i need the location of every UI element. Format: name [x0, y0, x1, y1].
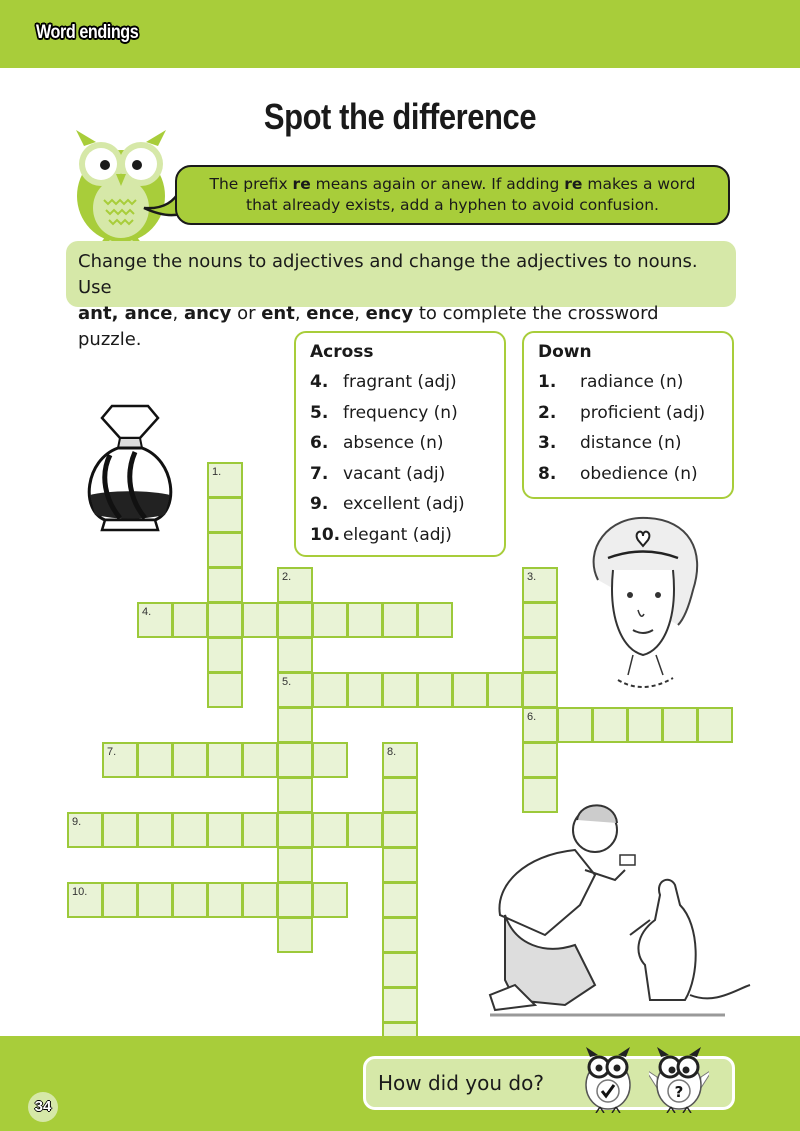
crossword-cell-6[interactable]: 6.: [522, 707, 558, 743]
svg-text:?: ?: [674, 1083, 684, 1101]
crossword-cell[interactable]: [347, 812, 383, 848]
crossword-cell[interactable]: [137, 882, 173, 918]
section-label: Word endings: [36, 22, 139, 43]
owl-check-icon[interactable]: [578, 1047, 638, 1113]
crossword-cell[interactable]: [172, 602, 208, 638]
down-clues-box: [522, 331, 734, 499]
clue-item: 2. proficient (adj): [538, 402, 706, 423]
crossword-cell[interactable]: [242, 602, 278, 638]
crossword-cell-8[interactable]: 8.: [382, 742, 418, 778]
crossword-cell[interactable]: [172, 882, 208, 918]
crossword-cell-3[interactable]: 3.: [522, 567, 558, 603]
crossword-cell[interactable]: [522, 637, 558, 673]
crossword-cell[interactable]: [207, 812, 243, 848]
crossword-cell[interactable]: [312, 602, 348, 638]
crossword-cell[interactable]: [137, 812, 173, 848]
crossword-cell-9[interactable]: 9.: [67, 812, 103, 848]
clue-item: 10. elegant (adj): [310, 524, 452, 545]
crossword-cell[interactable]: [417, 672, 453, 708]
crossword-cell[interactable]: [207, 602, 243, 638]
crossword-cell[interactable]: [277, 637, 313, 673]
perfume-bottle-illustration: [80, 400, 180, 535]
self-check-label: How did you do?: [378, 1071, 544, 1095]
clue-item: 9. excellent (adj): [310, 494, 465, 515]
crossword-cell[interactable]: [137, 742, 173, 778]
crossword-cell[interactable]: [592, 707, 628, 743]
crossword-cell[interactable]: [557, 707, 593, 743]
crossword-cell[interactable]: [347, 602, 383, 638]
instructions-line-2: ant, ance, ancy or ent, ence, ency to complete the crossword puzzle.: [78, 303, 659, 350]
page-number: 34: [28, 1092, 58, 1122]
crossword-cell[interactable]: [522, 602, 558, 638]
crossword-cell[interactable]: [102, 812, 138, 848]
crossword-cell-4[interactable]: 4.: [137, 602, 173, 638]
crossword-cell[interactable]: [382, 847, 418, 883]
crossword-cell[interactable]: [487, 672, 523, 708]
crossword-cell[interactable]: [522, 742, 558, 778]
clue-item: 5. frequency (n): [310, 402, 458, 423]
crossword-cell[interactable]: [207, 637, 243, 673]
crossword-cell-7[interactable]: 7.: [102, 742, 138, 778]
crossword-cell[interactable]: [697, 707, 733, 743]
crossword-cell[interactable]: [662, 707, 698, 743]
crossword-cell[interactable]: [382, 812, 418, 848]
crossword-cell[interactable]: [172, 742, 208, 778]
crossword-cell[interactable]: [207, 532, 243, 568]
crossword-cell-5[interactable]: 5.: [277, 672, 313, 708]
crossword-cell[interactable]: [242, 742, 278, 778]
crossword-cell[interactable]: [207, 497, 243, 533]
down-heading: Down: [538, 342, 592, 362]
crossword-cell[interactable]: [172, 812, 208, 848]
crossword-cell[interactable]: [382, 917, 418, 953]
crossword-cell[interactable]: [207, 672, 243, 708]
crossword-cell[interactable]: [277, 812, 313, 848]
clue-item: 3. distance (n): [538, 433, 682, 454]
boy-and-dog-illustration: [485, 795, 765, 1025]
crossword-cell[interactable]: [277, 602, 313, 638]
tip-line-1: The prefix re means again or anew. If adding re makes a word: [209, 175, 696, 193]
crossword-cell[interactable]: [382, 777, 418, 813]
across-clues-box: [294, 331, 506, 557]
crossword-cell[interactable]: [207, 742, 243, 778]
crossword-cell-2[interactable]: 2.: [277, 567, 313, 603]
page-title: Spot the difference: [263, 96, 537, 137]
self-check-box: [363, 1056, 735, 1110]
crossword-cell[interactable]: [382, 987, 418, 1023]
crossword-cell-10[interactable]: 10.: [67, 882, 103, 918]
crossword-cell[interactable]: [277, 742, 313, 778]
crossword-cell[interactable]: [242, 812, 278, 848]
crossword-cell[interactable]: [417, 602, 453, 638]
crossword-cell[interactable]: [312, 672, 348, 708]
across-heading: Across: [310, 342, 374, 362]
crossword-cell[interactable]: [452, 672, 488, 708]
crossword-cell[interactable]: [277, 917, 313, 953]
crossword-cell[interactable]: [382, 882, 418, 918]
crossword-cell[interactable]: [277, 882, 313, 918]
crossword-cell[interactable]: [207, 567, 243, 603]
owl-question-icon[interactable]: [649, 1047, 709, 1113]
crossword-cell[interactable]: [312, 812, 348, 848]
crossword-cell[interactable]: [347, 672, 383, 708]
tip-line-2: that already exists, add a hyphen to avoid confusion.: [246, 196, 659, 214]
crossword-cell[interactable]: [277, 847, 313, 883]
clue-item: 6. absence (n): [310, 433, 444, 454]
crossword-cell[interactable]: [102, 882, 138, 918]
crossword-cell[interactable]: [242, 882, 278, 918]
crossword-cell[interactable]: [627, 707, 663, 743]
instructions-line-1: Change the nouns to adjectives and change the adjectives to nouns. Use: [78, 251, 698, 298]
crossword-cell[interactable]: [382, 672, 418, 708]
crossword-cell[interactable]: [277, 707, 313, 743]
crossword-cell-1[interactable]: 1.: [207, 462, 243, 498]
clue-item: 8. obedience (n): [538, 463, 698, 484]
crossword-cell[interactable]: [207, 882, 243, 918]
crossword-cell[interactable]: [382, 602, 418, 638]
crossword-cell[interactable]: [277, 777, 313, 813]
clue-item: 4. fragrant (adj): [310, 372, 457, 392]
crossword-cell[interactable]: [312, 742, 348, 778]
instructions-box: [66, 241, 736, 350]
woman-with-tiara-illustration: [578, 510, 708, 695]
clue-item: 7. vacant (adj): [310, 463, 446, 484]
crossword-cell[interactable]: [382, 952, 418, 988]
clue-item: 1. radiance (n): [538, 372, 684, 392]
crossword-cell[interactable]: [312, 882, 348, 918]
tip-speech-bubble: [175, 165, 730, 225]
crossword-cell[interactable]: [522, 777, 558, 813]
crossword-cell[interactable]: [522, 672, 558, 708]
